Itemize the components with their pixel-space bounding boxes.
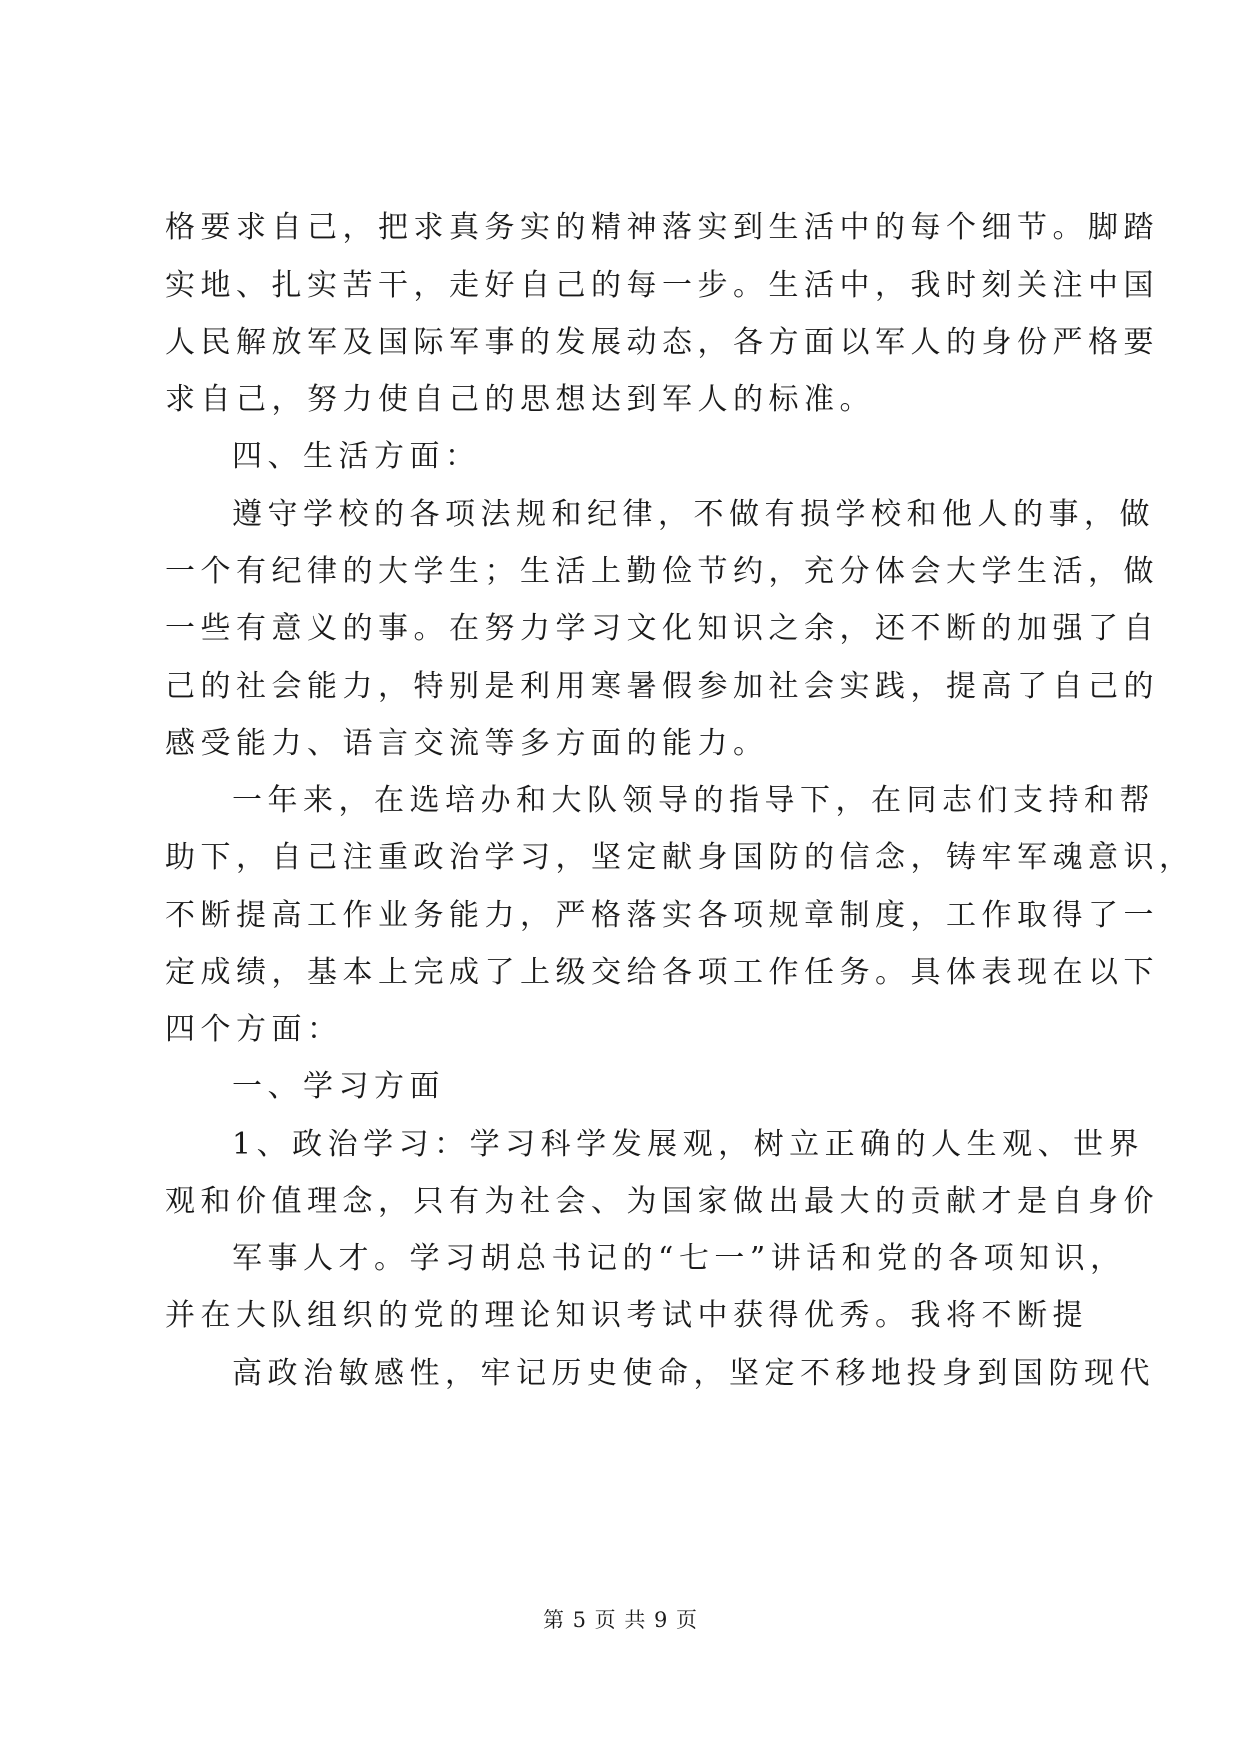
body-line: 己的社会能力，特别是利用寒暑假参加社会实践，提高了自己的 bbox=[165, 669, 1159, 704]
body-line: 观和价值理念，只有为社会、为国家做出最大的贡献才是自身价 bbox=[165, 1184, 1159, 1219]
body-line: 求自己，努力使自己的思想达到军人的标准。 bbox=[165, 382, 875, 417]
body-line: 高政治敏感性，牢记历史使命，坚定不移地投身到国防现代 bbox=[232, 1356, 1155, 1391]
body-line: 四个方面： bbox=[165, 1012, 343, 1047]
section-heading: 一、学习方面 bbox=[232, 1069, 445, 1104]
body-line: 军事人才。学习胡总书记的“七一”讲话和党的各项知识， bbox=[232, 1241, 1126, 1276]
body-line: 并在大队组织的党的理论知识考试中获得优秀。我将不断提 bbox=[165, 1298, 1088, 1333]
body-line: 1、政治学习：学习科学发展观，树立正确的人生观、世界 bbox=[232, 1127, 1145, 1162]
body-line: 不断提高工作业务能力，严格落实各项规章制度，工作取得了一 bbox=[165, 898, 1159, 933]
body-line: 人民解放军及国际军事的发展动态，各方面以军人的身份严格要 bbox=[165, 325, 1159, 360]
body-line: 一些有意义的事。在努力学习文化知识之余，还不断的加强了自 bbox=[165, 611, 1159, 646]
section-heading: 四、生活方面： bbox=[232, 439, 481, 474]
body-line: 助下，自己注重政治学习，坚定献身国防的信念，铸牢军魂意识， bbox=[165, 840, 1195, 875]
body-line: 感受能力、语言交流等多方面的能力。 bbox=[165, 726, 769, 761]
body-line: 一年来，在选培办和大队领导的指导下，在同志们支持和帮 bbox=[232, 783, 1155, 818]
body-line: 定成绩，基本上完成了上级交给各项工作任务。具体表现在以下 bbox=[165, 955, 1159, 990]
body-line: 格要求自己，把求真务实的精神落实到生活中的每个细节。脚踏 bbox=[165, 210, 1159, 245]
body-line: 一个有纪律的大学生；生活上勤俭节约，充分体会大学生活，做 bbox=[165, 554, 1159, 589]
page-number-footer: 第 5 页 共 9 页 bbox=[542, 1608, 699, 1632]
body-line: 遵守学校的各项法规和纪律，不做有损学校和他人的事，做 bbox=[232, 497, 1155, 532]
body-line: 实地、扎实苦干，走好自己的每一步。生活中，我时刻关注中国 bbox=[165, 268, 1159, 303]
